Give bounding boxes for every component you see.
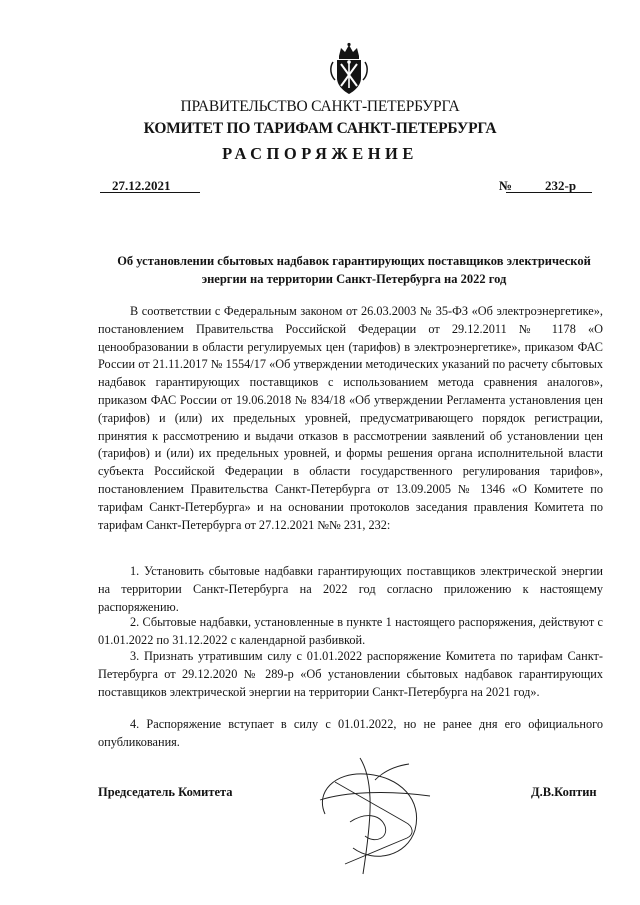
- date-underline: [100, 192, 200, 193]
- signatory-position: Председатель Комитета: [98, 785, 233, 799]
- clause-4: 4. Распоряжение вступает в силу с 01.01.2022, но не ранее дня его официального опубликования.: [98, 717, 603, 749]
- number-underline: [506, 192, 592, 193]
- clause-3: 3. Признать утратившим силу с 01.01.2022 распоряжение Комитета по тарифам Санкт-Петербурга от 29.12.2020 № 289-р «Об установлении сбытовых надбавок гарантирующих поставщиков электрической энергии на территории Санкт-Петербурга на 2021 год».: [98, 649, 603, 699]
- document-title: Об установлении сбытовых надбавок гарантирующих поставщиков электрической энергии на территории Санкт-Петербурга на 2022 год: [117, 254, 591, 286]
- government-header: ПРАВИТЕЛЬСТВО САНКТ-ПЕТЕРБУРГА: [180, 98, 460, 115]
- clause-2: 2. Сбытовые надбавки, установленные в пункте 1 настоящего распоряжения, действуют с 01.01.2022 по 31.12.2022 с календарной разбивкой.: [98, 615, 603, 647]
- preamble-paragraph: В соответствии с Федеральным законом от 26.03.2003 № 35-ФЗ «Об электроэнергетике», постановлением Правительства Российской Федерации от 29.12.2011 № 1178 «О ценообразовании в области регулируемых цен (тарифов) в электроэнергетике», приказом ФАС России от 21.11.2017 № 1554/17 «Об утверждении методических указаний по расчету сбытовых надбавок гарантирующих поставщиков с использованием метода сравнения аналогов», приказом ФАС России от 19.06.2018 № 834/18 «Об утверждении Регламента установления цен (тарифов) и (или) их предельных уровней, предусматривающего порядок регистрации, принятия к рассмотрению и выдачи отказов в рассмотрении заявлений об установлении цен (тарифов) и (или) их предельных уровней, и формы решения органа исполнительной власти субъекта Российской Федерации в области государственного регулирования тарифов», постановлением Правительства Санкт-Петербурга от 13.09.2005 № 1346 «О Комитете по тарифам Санкт-Петербурга» и на основании протоколов заседания правления Комитета по тарифам Санкт-Петербурга от 27.12.2021 №№ 231, 232:: [98, 304, 603, 532]
- handwritten-signature: [305, 752, 435, 882]
- clause-1: 1. Установить сбытовые надбавки гарантирующих поставщиков электрической энергии на территории Санкт-Петербурга на 2022 год согласно приложению к настоящему распоряжению.: [98, 564, 603, 614]
- number-label: №: [499, 178, 513, 193]
- document-number: 232-р: [545, 178, 577, 193]
- committee-header: КОМИТЕТ ПО ТАРИФАМ САНКТ-ПЕТЕРБУРГА: [143, 120, 497, 137]
- signatory-name: Д.В.Коптин: [531, 785, 597, 799]
- document-date: 27.12.2021: [112, 178, 171, 193]
- document-type-heading: РАСПОРЯЖЕНИЕ: [222, 144, 418, 163]
- coat-of-arms-emblem: [327, 42, 371, 98]
